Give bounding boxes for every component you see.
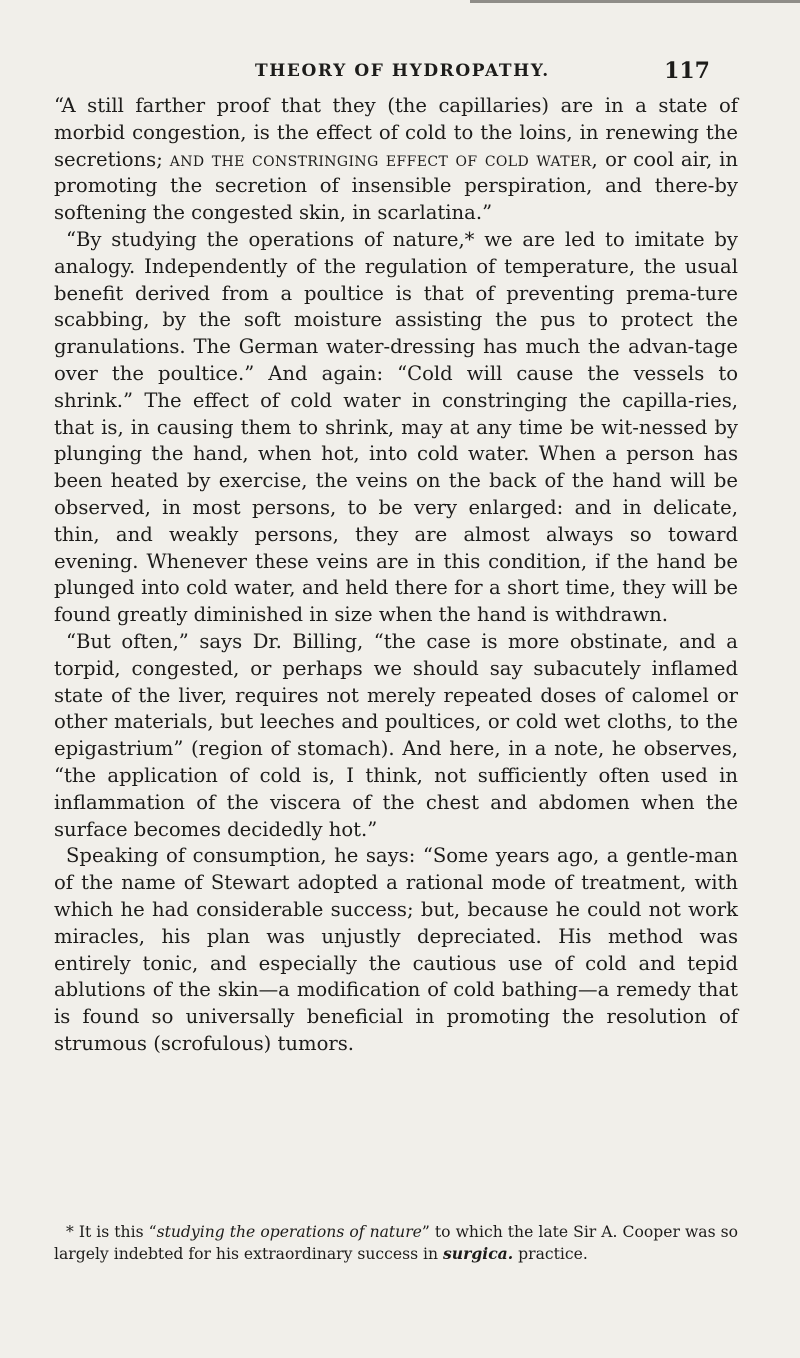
footnote <box>54 1222 738 1265</box>
paragraph-operations-of-nature: “By studying the operations of nature,* we are led to imitate by analogy. Independently of the regulation of temperature, the usual benefit derived from a poultice is that of preventing prema-ture scabbing, by the soft moisture assisting the pus to protect the granulations. The German water-dressing has much the advan-tage over the poultice.” And again: “Cold will cause the vessels to shrink.” The effect of cold water in constringing the capilla-ries, that is, in causing them to shrink, may at any time be wit-nessed by plunging the hand, when hot, into cold water. When a person has been heated by exercise, the veins on the back of the hand will be observed, in most persons, to be very enlarged: and in delicate, thin, and weakly persons, they are almost always so toward evening. Whenever these veins are in this condition, if the hand be plunged into cold water, and held there for a short time, they will be found greatly diminished in size when the hand is withdrawn. <box>54 227 738 627</box>
footnote-italic-word: surgica. <box>443 1244 514 1263</box>
paragraph-dr-billing: “But often,” says Dr. Billing, “the case is more obstinate, and a torpid, congested, or perhaps we should say subacutely inflamed state of the liver, requires not merely repeated doses of calomel or other materials, but leeches and poultices, or cold wet cloths, to the epigastrium” (region of stomach). And here, in a note, he observes, “the application of cold is, I think, not sufficiently often used in inflammation of the viscera of the chest and abdomen when the surface becomes decidedly hot.” <box>54 629 738 841</box>
paragraph-text: “A still farther proof that they (the capillaries) are in a state of morbid congestion, is the effect of cold to the loins, in renewing the secretions; <box>54 94 738 171</box>
paragraph-capillaries <box>54 93 738 227</box>
footnote-text-part: ” to which the late Sir A. Cooper was so largely indebted for his extraordinary success in <box>54 1223 739 1263</box>
top-edge-rule <box>470 0 800 3</box>
body-text <box>54 93 738 1058</box>
footnote-text <box>54 1222 738 1265</box>
running-head: THEORY OF HYDROPATHY. <box>255 61 550 81</box>
footnote-text-part: practice. <box>513 1245 588 1263</box>
footnote-text-part: * It is this “ <box>66 1223 157 1241</box>
paragraph-consumption: Speaking of consumption, he says: “Some years ago, a gentle-man of the name of Stewart adopted a rational mode of treatment, with which he had considerable success; but, because he could not work miracles, his plan was unjustly depreciated. His method was entirely tonic, and especially the cautious use of cold and tepid ablutions of the skin—a modification of cold bathing—a remedy that is found so universally beneficial in promoting the resolution of strumous (scrofulous) tumors. <box>54 844 738 1055</box>
page-number: 117 <box>664 58 710 84</box>
paragraph-text: or cool air, in promoting the secretion of insensible perspiration, and there-by softening the congested skin, in scarlatina.” <box>54 147 739 225</box>
footnote-italic-phrase: studying the operations of nature <box>156 1223 422 1241</box>
page-header <box>255 58 710 84</box>
small-caps-emphasis: and the constringing effect of cold water, <box>169 147 599 171</box>
